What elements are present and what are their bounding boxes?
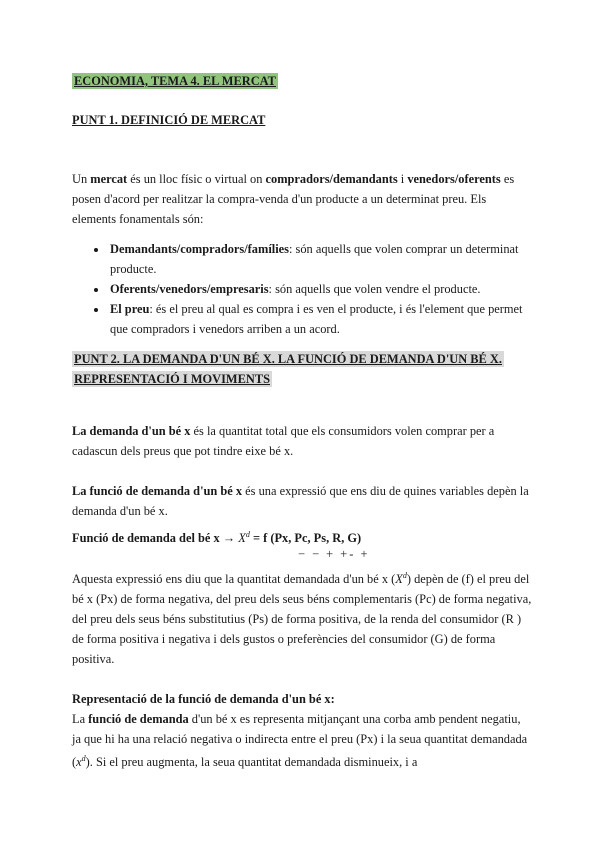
demand-function-definition: La funció de demanda d'un bé x és una expressió que ens diu de quines variables depèn la demanda d'un bé x. <box>72 484 529 518</box>
title-text: ECONOMIA, TEMA 4. EL MERCAT <box>74 74 276 88</box>
document-title <box>72 71 532 91</box>
list-item: • Demandants/compradors/famílies: són aquells que volen comprar un determinat producte. <box>108 239 532 279</box>
demand-definition: La demanda d'un bé x és la quantitat total que els consumidors volen comprar per a cadascun dels preus que pot tindre eixe bé x. <box>72 424 495 458</box>
formula-explanation: Aquesta expressió ens diu que la quantitat demandada d'un bé x $(X^d)$ depèn de (f) el preu del bé x (Px) de forma negativa, del preu dels seus béns complementaris (Pc) de forma negativa, del preu dels seus béns substitutius (Ps) de forma positiva, de la renda del consumidor (R ) de forma positiva i negativa i dels gustos o preferències del consumidor (G) de forma positiva. <box>72 571 532 667</box>
demand-formula: Funció de demanda del bé $x \to X^d = f$ (Px, Pc, Ps, R, G) <box>72 530 362 546</box>
representation-heading: Representació de la funció de demanda d'un bé x: <box>72 692 335 707</box>
punt1-intro: Un mercat és un lloc físic o virtual on compradors/demandants i venedors/oferents es posen d'acord per realitzar la compra-venda d'un producte a un determinat preu. Els elements fonamentals són: <box>72 172 515 226</box>
formula-signs: − − + +- + <box>298 547 370 562</box>
document-page <box>72 70 532 772</box>
list-item: • El preu: és el preu al qual es compra i es ven el producte, i és l'element que permet que compradors i venedors arriben a un acord. <box>108 299 532 339</box>
representation-text: La funció de demanda d'un bé x es representa mitjançant una corba amb pendent negatiu, ja que hi ha una relació negativa o indirecta entre el preu (Px) i la seua quantitat demandada $(x^d)$. Si el preu augmenta, la seua quantitat demandada disminueix, i a <box>72 712 528 770</box>
list-item: • Oferents/venedors/empresaris: són aquells que volen vendre el producte. <box>108 279 532 299</box>
punt1-heading: PUNT 1. DEFINICIÓ DE MERCAT <box>72 113 266 127</box>
punt2-heading: PUNT 2. LA DEMANDA D'UN BÉ X. LA FUNCIÓ DE DEMANDA D'UN BÉ X. REPRESENTACIÓ I MOVIMENTS <box>74 352 502 386</box>
elements-list <box>72 239 532 339</box>
